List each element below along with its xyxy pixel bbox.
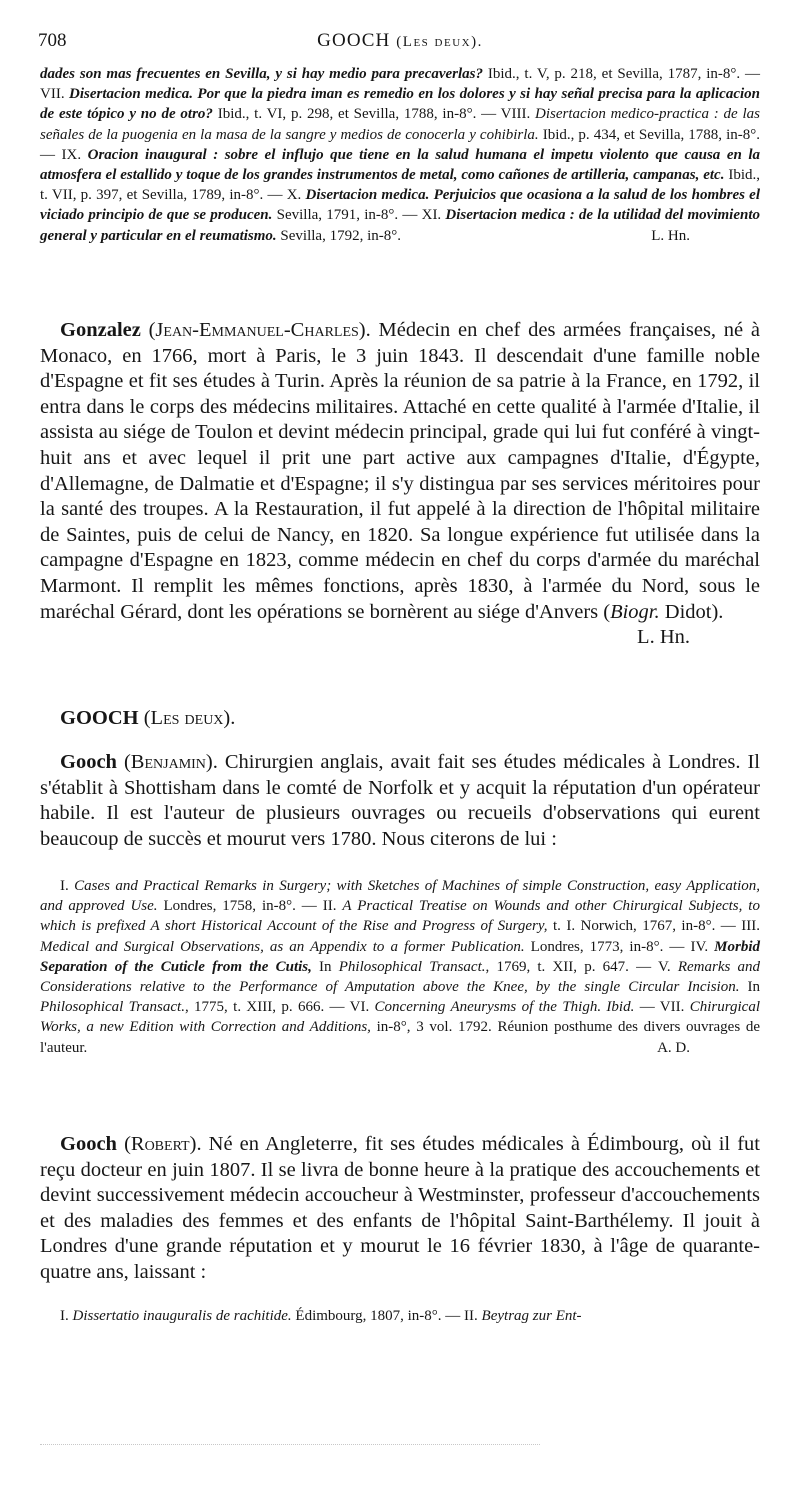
work-ref: t. I. Norwich, 1767, in-8°. — III.	[547, 918, 761, 935]
work-ref: Ibid., t. V, p. 218, et Sevilla, 1787, in-8°. — VII.	[40, 66, 761, 103]
work-ref: Sevilla, 1791, in-8°. — XI.	[272, 207, 446, 224]
continuation-paragraph	[40, 64, 760, 246]
work-ref: Édimbourg, 1807, in-8°. — II.	[291, 1308, 482, 1324]
entry-given-names: (Benjamin).	[123, 751, 218, 773]
work-number: I.	[60, 878, 75, 894]
running-head	[38, 30, 762, 62]
entry-source: Biogr.	[610, 600, 660, 623]
work-title: Concerning Aneurysms of the Thigh. Ibid.	[374, 999, 635, 1016]
work-ref: In	[311, 958, 339, 975]
work-ref: — VII.	[634, 999, 690, 1016]
work-ref: in-8°, 3 vol. 1792. Réunion posthume des divers ouvrages de l'auteur.	[40, 1019, 761, 1056]
work-title: Disertacion medica : de la utilidad del movimiento general y particular en el reumatismo.	[40, 207, 760, 244]
work-title: Dissertatio inauguralis de rachitide.	[72, 1308, 292, 1324]
running-title	[38, 30, 762, 52]
heading-name: GOOCH	[60, 707, 139, 729]
page-number: 708	[38, 30, 67, 51]
work-journal: Philosophical Transact.	[40, 999, 185, 1016]
entry-gonzalez	[40, 318, 760, 651]
entry-text: Médecin en chef des armées françaises, né à Monaco, en 1766, mort à Paris, le 3 juin 1843. Il descendait d'une famille noble d'Espagne et fit ses études à Turin. Après la réunion de sa patrie à la France, en 1792, il entra dans le corps des médecins militaires. Attaché en cette qualité à l'armée d'Italie, il assista au siége de Toulon et devint médecin principal, grade qui lui fut conféré à vingt-huit ans et avec lequel il prit une part active aux campagnes d'Italie, d'Égypte, d'Allemagne, de Dalmatie et d'Espagne; il s'y distingua par ses services méritoires pour la santé des troupes. A la Restauration, il fut appelé à la direction de l'hôpital militaire de Saintes, puis de celui de Nancy, en 1820. Sa longue expérience fut utilisée dans la campagne d'Espagne en 1823, comme médecin en chef du corps d'armée du maréchal Marmont. Il remplit les mêmes fonctions, après 1830, à l'armée du Nord, sous le maréchal Gérard, dont les opérations se bornèrent au siége d'Anvers (	[40, 319, 760, 623]
work-ref: Ibid., t. VI, p. 298, et Sevilla, 1788, in-8°. — VIII.	[212, 106, 536, 123]
page-bottom-rule	[40, 1444, 540, 1445]
work-ref: In	[739, 979, 760, 996]
work-ref: Sevilla, 1792, in-8°.	[276, 227, 401, 244]
running-title-main: GOOCH	[317, 30, 391, 51]
work-ref: Londres, 1758, in-8°. — II.	[157, 898, 343, 915]
work-ref: Londres, 1773, in-8°. — IV.	[524, 938, 715, 955]
work-ref: , 1775, t. XIII, p. 666. — VI.	[184, 999, 375, 1016]
entry-gooch-robert	[40, 1132, 760, 1286]
work-title: Disertacion medica. Perjuicios que ocasiona a la salud de los hombres el viciado principio de que se producen.	[40, 187, 760, 224]
section-heading-gooch	[40, 706, 760, 732]
work-title: Remarks and Considerations relative to the Performance of Amputation above the Knee, by the single Circular Incision.	[40, 958, 760, 996]
work-title: Beytrag zur Ent-	[481, 1308, 582, 1324]
work-ref: Ibid., p. 434, et Sevilla, 1788, in-8°. — IX.	[40, 126, 760, 163]
work-number: I.	[60, 1308, 73, 1324]
entry-text-end: Didot).	[659, 600, 724, 623]
heading-paren: (Les deux).	[143, 707, 236, 729]
work-title: Oracion inaugural : sobre el influjo que tiene en la salud humana el impetu violento que causa en la atmosfera el estallido y toque de los grandes instrumentos de metal, como cañones de artilleria, campanas, etc.	[40, 146, 761, 184]
running-title-paren: (Les deux).	[396, 34, 483, 50]
work-journal: Philosophical Transact.	[338, 958, 486, 975]
entry-gooch-benjamin	[40, 750, 760, 852]
author-signature: L. Hn.	[637, 626, 690, 649]
work-title: Disertacion medica. Por que la piedra iman es remedio en los dolores y si hay señal precisa para la aplicacion de este tópico y no de otro?	[40, 86, 760, 123]
work-title: Morbid Separation of the Cuticle from the Cutis,	[40, 938, 760, 975]
works-list-benjamin	[40, 876, 760, 1058]
work-title: A Practical Treatise on Wounds and other Chirurgical Subjects, to which is prefixed A short Historical Account of the Rise and Progress of Surgery,	[40, 898, 760, 935]
entry-name: Gonzalez	[60, 319, 141, 341]
work-title: dades son mas frecuentes en Sevilla, y si hay medio para precaverlas?	[40, 66, 484, 82]
work-ref: Ibid., t. VII, p. 397, et Sevilla, 1789, in-8°. — X.	[40, 167, 760, 204]
works-list-robert	[40, 1306, 760, 1326]
entry-name: Gooch	[60, 751, 117, 773]
work-title: Cases and Practical Remarks in Surgery; with Sketches of Machines of simple Construction, easy Application, and approved Use.	[40, 878, 760, 915]
work-ref: , 1769, t. XII, p. 647. — V.	[485, 958, 678, 975]
work-title: Medical and Surgical Observations, as an Appendix to a former Publication.	[40, 938, 525, 955]
entry-given-names: (Robert).	[124, 1133, 202, 1155]
work-title: Chirurgical Works, a new Edition with Correction and Additions,	[40, 999, 760, 1036]
entry-text: Né en Angleterre, fit ses études médicales à Édimbourg, où il fut reçu docteur en juin 1807. Il se livra de bonne heure à la pratique des accouchements et devint successivement médecin accoucheur à Westminster, professeur d'accouchements et des maladies des femmes et des enfants de l'hôpital Saint-Barthélemy. Il jouit à Londres d'une grande réputation et y mourut le 16 février 1830, à l'âge de quarante-quatre ans, laissant :	[40, 1133, 760, 1283]
entry-name: Gooch	[60, 1133, 117, 1155]
entry-given-names: (Jean-Emmanuel-Charles).	[148, 319, 371, 341]
work-title: Disertacion medico-practica : de las señales de la puogenia en la masa de la sangre y medios de conocerla y cohibirla.	[40, 106, 760, 143]
entry-text: Chirurgien anglais, avait fait ses études médicales à Londres. Il s'établit à Shottisham dans le comté de Norfolk et y acquit la réputation d'un opérateur habile. Il est l'auteur de plusieurs ouvrages ou recueils d'observations qui eurent beaucoup de succès et mourut vers 1780. Nous citerons de lui :	[40, 751, 761, 850]
author-signature: A. D.	[657, 1039, 690, 1056]
author-signature: L. Hn.	[651, 227, 690, 244]
